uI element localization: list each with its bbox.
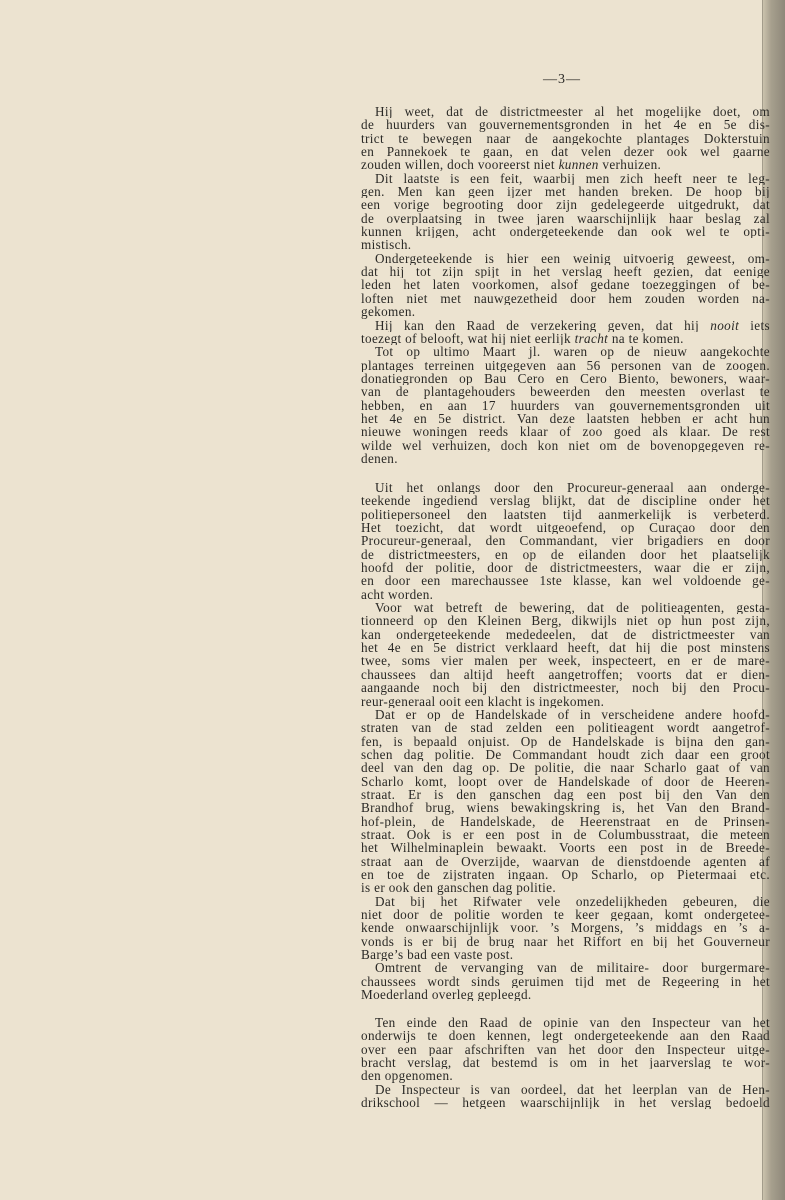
text-line: Ondergeteekende is hier een weinig uitvoerig geweest, om-: [375, 251, 770, 266]
text-line: plantages terreinen uitgegeven aan 56 personen van de zoogen.: [361, 358, 770, 372]
text-line: mistisch.: [361, 238, 412, 252]
text-line: een vorige begrooting door zijn gedelegeerde uitgedrukt, dat: [361, 198, 770, 212]
text-segment: zouden willen, doch vooreerst niet: [361, 158, 559, 172]
text-line: donatiegronden op Bau Cero en Cero Biento, bewoners, waar-: [361, 371, 770, 386]
text-line: De Inspecteur is van oordeel, dat het leerplan van de Hen-: [375, 1082, 770, 1097]
text-line: Dat bij het Rifwater vele onzedelijkheden gebeuren, die: [375, 894, 770, 908]
text-line: en door een marechaussee 1ste klasse, kan wel voldoende ge-: [361, 574, 770, 588]
text-segment: iets: [739, 318, 770, 332]
text-line: Omtrent de vervanging van de militaire- door burgermare-: [375, 961, 770, 975]
text-line: Procureur-generaal, den Commandant, vier brigadiers en door: [361, 534, 770, 548]
text-line: Barge’s bad een vaste post.: [361, 948, 514, 962]
text-line: en Pannekoek te gaan, en dat velen dezer ook wel gaarne: [361, 145, 770, 159]
text-line: het 4e en 5e district verklaard heeft, dat hij die post minstens: [361, 641, 770, 655]
text-line: kunnen krijgen, acht ondergeteekende dan ook wel te opti-: [361, 225, 770, 239]
text-segment: Hij kan den Raad de verzekering geven, dat hij: [375, 318, 711, 332]
text-line: [361, 158, 770, 171]
text-line: Scharlo komt, loopt over de Handelskade of door de Heeren-: [361, 774, 770, 788]
text-line: leden het laten voorkomen, alsof gedane toezeggingen of be-: [361, 278, 770, 292]
text-line: gekomen.: [361, 305, 416, 319]
text-line: gen. Men kan geen ijzer met handen breken. De hoop bij: [361, 185, 770, 199]
text-line: trict te bewegen naar de aangekochte plantages Dokterstuin: [361, 131, 770, 146]
text-segment: na te komen.: [608, 331, 684, 346]
text-line: de districtmeesters, en op de eilanden door het plaatselijk: [361, 547, 770, 562]
text-line: Het toezicht, dat wordt uitgeoefend, op Curaçao door den: [361, 521, 770, 535]
text-line: van de plantagehouders beweerden den meesten overlast te: [361, 385, 770, 399]
text-line: wilde wel verhuizen, doch kon niet om de bovenopgegeven re-: [361, 438, 770, 452]
text-block: [361, 1016, 770, 1109]
text-line: straat. Er is den ganschen dag een post bij den Van den: [361, 787, 770, 802]
text-line: deel van den dag op. De politie, die naar Scharlo gaat of van: [361, 761, 770, 775]
text-block: [361, 105, 770, 465]
text-line: het 4e en 5e district. Van deze laatsten hebben er acht hun: [361, 411, 770, 426]
text-line: Brandhof brug, wiens bewakingskring is, het Van den Brand-: [361, 801, 770, 815]
text-line: kende onwaarschijnlijk voor. ’s Morgens, ’s middags en ’s a-: [361, 921, 770, 935]
text-line: de huurders van gouvernementsgronden in het 4e en 5e dis-: [361, 118, 770, 132]
text-line: chaussees dan altijd heeft aangetroffen; voorts dat er dien-: [361, 667, 770, 682]
text-line: Voor wat betreft de bewering, dat de politieagenten, gesta-: [375, 601, 770, 615]
text-line: tionneerd op den Kleinen Berg, dikwijls niet op hun post zijn,: [361, 614, 770, 628]
text-line: [361, 319, 770, 332]
text-line: den opgenomen.: [361, 1069, 454, 1083]
text-line: Ten einde den Raad de opinie van den Inspecteur van het: [375, 1016, 770, 1030]
text-line: Dit laatste is een feit, waarbij men zich heeft neer te leg-: [375, 171, 770, 186]
italic-word: tracht: [574, 331, 609, 346]
text-line: reur-generaal ooit een klacht is ingekomen.: [361, 694, 605, 708]
text-line: over een paar afschriften van het door den Inspecteur uitge-: [361, 1042, 770, 1057]
text-line: en toe de zijstraten ingaan. Op Scharlo, op Pietermaai etc.: [361, 867, 770, 882]
italic-word: nooit: [710, 318, 740, 332]
text-line: hebben, en aan 17 huurders van gouvernementsgronden uit: [361, 398, 770, 412]
text-line: Hij weet, dat de districtmeester al het mogelijke doet, om: [375, 105, 770, 119]
text-segment: verhuizen.: [598, 158, 662, 172]
text-line: Uit het onlangs door den Procureur-generaal aan onderge-: [375, 481, 770, 495]
text-line: drikschool — hetgeen waarschijnlijk in het verslag bedoeld: [361, 1096, 770, 1110]
text-line: fen, is bepaald onjuist. Op de Handelskade is bijna den gan-: [361, 734, 770, 748]
text-line: straten van de stad zelden een politieagent wordt aangetrof-: [361, 721, 770, 735]
text-line: Tot op ultimo Maart jl. waren op de nieuw aangekochte: [375, 345, 770, 359]
text-line: straat aan de Overzijde, waarvan de dienstdoende agenten af: [361, 854, 770, 868]
text-line: bracht verslag, dat bestemd is om in het jaarverslag te wor-: [361, 1056, 770, 1070]
text-line: dat hij tot zijn spijt in het verslag heeft gezien, dat eenige: [361, 265, 770, 279]
text-line: de overplaatsing in twee jaren waarschijnlijk haar beslag zal: [361, 211, 770, 226]
text-line: hof-plein, de Handelskade, de Heerenstraat en de Prinsen-: [361, 814, 770, 828]
page-number: —3—: [543, 72, 581, 87]
text-line: vonds is er bij de brug naar het Riffort en bij het Gouverneur: [361, 934, 770, 949]
text-line: denen.: [361, 451, 398, 466]
text-line: onderwijs te doen kennen, legt ondergeteekende aan den Raad: [361, 1029, 770, 1043]
text-segment: toezegt of belooft, wat hij niet eerlijk: [361, 331, 575, 346]
text-line: acht worden.: [361, 587, 434, 602]
text-line: politiepersoneel den laatsten tijd aanmerkelijk is verbeterd.: [361, 507, 770, 522]
text-line: teekende ingediend verslag blijkt, dat de discipline onder het: [361, 494, 770, 508]
text-line: Moederland overleg gepleegd.: [361, 988, 532, 1002]
text-line: aangaande noch bij den districtmeester, noch bij den Procu-: [361, 681, 770, 695]
text-line: het Wilhelminaplein bewaakt. Voorts een post in de Breede-: [361, 841, 770, 855]
text-block: [361, 481, 770, 1001]
text-line: [361, 332, 770, 345]
italic-word: kunnen: [558, 158, 599, 172]
text-line: twee, soms vier malen per week, inspecteert, en er de mare-: [361, 654, 770, 668]
text-line: kan ondergeteekende mededeelen, dat de districtmeester van: [361, 627, 770, 642]
text-line: loften niet met nauwgezetheid door hem zouden worden na-: [361, 291, 770, 306]
text-line: hoofd der politie, door de districtmeesters, waar die er zijn,: [361, 561, 770, 575]
text-line: is er ook den ganschen dag politie.: [361, 881, 556, 895]
text-line: straat. Ook is er een post in de Columbusstraat, die meteen: [361, 827, 770, 842]
text-line: niet door de politie worden te keer gegaan, komt ondergetee-: [361, 908, 770, 922]
text-line: nieuwe woningen reeds klaar of zoo goed als klaar. De rest: [361, 425, 770, 439]
text-line: schen dag politie. De Commandant houdt zich daar een groot: [361, 747, 770, 762]
text-line: Dat er op de Handelskade of in verscheidene andere hoofd-: [375, 707, 770, 722]
text-line: chaussees wordt sinds geruimen tijd met de Regeering in het: [361, 974, 770, 989]
